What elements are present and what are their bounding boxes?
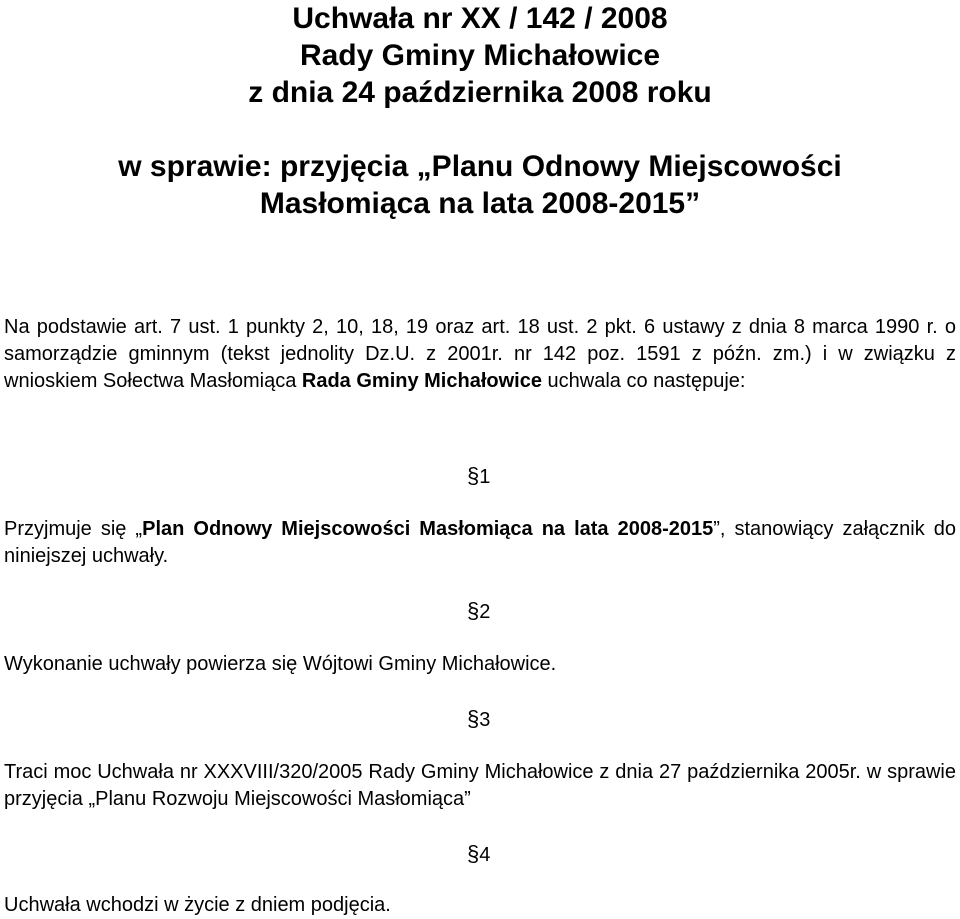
section-2-heading [467,597,490,626]
section-sign-icon: § [467,841,480,866]
preamble-paragraph [4,314,956,395]
resolution-number: Uchwała nr XX / 142 / 2008 [292,2,668,35]
section-1-text-end: ”, stanowiący załącznik do niniejszej uchwały. [4,518,957,567]
section-1-plan-name: Plan Odnowy Miejscowości Masłomiąca na lata 2008-2015 [142,518,714,540]
section-4-paragraph: Uchwała wchodzi w życie z dniem podjęcia. [4,894,391,916]
section-1-text-start: Przyjmuje się „ [4,518,143,540]
section-sign-icon: § [467,706,480,731]
subject-line-2: Masłomiąca na lata 2008-2015” [259,187,701,220]
section-2-paragraph: Wykonanie uchwały powierza się Wójtowi Gminy Michałowice. [4,653,557,675]
section-4-heading [467,840,490,869]
preamble-text-end: uchwala co następuje: [541,370,746,392]
section-sign-icon: § [467,598,480,623]
resolution-subject [0,148,960,222]
preamble-text: Na podstawie art. 7 ust. 1 punkty 2, 10, 18, 19 oraz art. 18 ust. 2 pkt. 6 ustawy z dnia 8 marca 1990 r. o samorządzie gminnym (tekst jednolity Dz.U. z 2001r. nr 142 poz. 1591 z późn. zm.) i w związku z wnioskiem Sołectwa Masłomiąca [4,316,956,392]
section-number: 1 [479,466,491,488]
section-number: 3 [479,709,491,731]
section-number: 2 [479,601,491,623]
section-3-heading [467,705,490,734]
section-3-paragraph: Traci moc Uchwała nr XXXVIII/320/2005 Rady Gminy Michałowice z dnia 27 października 2005r. w sprawie przyjęcia „Planu Rozwoju Miejscowości Masłomiąca” [4,761,956,810]
section-1-paragraph [4,516,956,570]
section-sign-icon: § [467,463,480,488]
resolution-title [0,0,960,111]
subject-line-1: w sprawie: przyjęcia „Planu Odnowy Miejscowości [118,150,842,183]
preamble-council-name: Rada Gminy Michałowice [301,370,542,392]
section-number: 4 [479,844,491,866]
section-1-heading [467,462,490,491]
resolution-date: z dnia 24 października 2008 roku [248,76,712,109]
council-name: Rady Gminy Michałowice [299,39,661,72]
